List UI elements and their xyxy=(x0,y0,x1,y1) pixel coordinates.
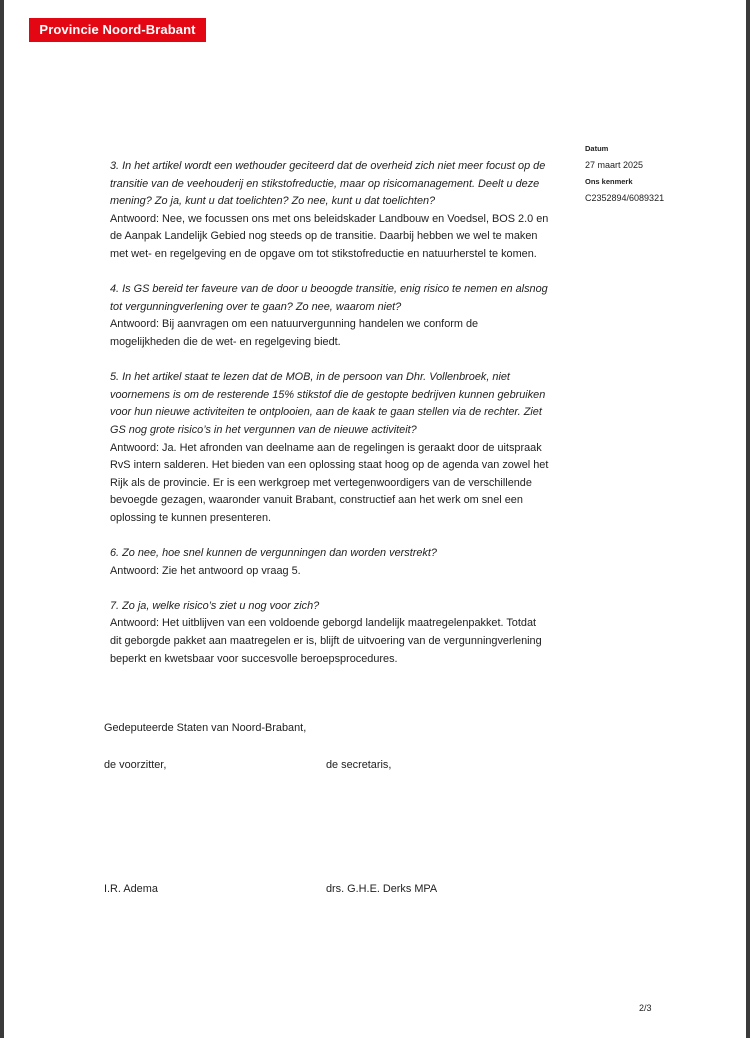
secretary-name: drs. G.H.E. Derks MPA xyxy=(326,883,438,895)
question-text: 6. Zo nee, hoe snel kunnen de vergunningen dan worden verstrekt? xyxy=(110,547,437,560)
qa-block xyxy=(110,598,550,668)
answer-text: Antwoord: Zie het antwoord op vraag 5. xyxy=(110,564,301,577)
qa-block xyxy=(110,158,550,264)
datum-value: 27 maart 2025 xyxy=(585,160,644,170)
question-text: 7. Zo ja, welke risico’s ziet u nog voor zich? xyxy=(110,599,320,612)
kenmerk-label: Ons kenmerk xyxy=(585,177,633,186)
question-text: 3. In het artikel wordt een wethouder geciteerd dat de overheid zich niet meer focust op de transitie van de veehouderij en stikstofreductie, maar op risicomanagement. Deelt u deze mening? Zo ja, kunt u dat toelichten? Zo nee, kunt u dat toelichten? xyxy=(110,160,546,208)
secretary-role: de secretaris, xyxy=(326,759,392,771)
province-logo: Provincie Noord-Brabant xyxy=(29,18,206,42)
question-text: 4. Is GS bereid ter faveure van de door u beoogde transitie, enig risico te nemen en alsnog tot vergunningverlening over te gaan? Zo nee, waarom niet? xyxy=(110,283,548,313)
answer-text: Antwoord: Het uitblijven van een voldoende geborgd landelijk maatregelenpakket. Totdat dit geborgde pakket aan maatregelen er is, blijft de uitvoering van de vergunningverlening beperkt en kwetsbaar voor succesvolle beroepsprocedures. xyxy=(110,617,542,665)
chair-role: de voorzitter, xyxy=(104,759,167,771)
closing-line: Gedeputeerde Staten van Noord-Brabant, xyxy=(104,722,307,734)
qa-block xyxy=(110,545,550,580)
qa-block xyxy=(110,281,550,351)
letter-metadata xyxy=(585,144,664,203)
right-edge-shadow xyxy=(746,0,750,1038)
question-text: 5. In het artikel staat te lezen dat de MOB, in de persoon van Dhr. Vollenbroek, niet voornemens is om de resterende 15% stikstof die de gestopte bedrijven kunnen gebruiken voor hun nieuwe activiteiten te ontplooien, aan de kaak te gaan stellen via de rechter. Ziet GS nog grote risico’s in het vergunnen van de nieuwe activiteit? xyxy=(110,371,546,436)
left-edge-shadow xyxy=(0,0,4,1038)
answer-text: Antwoord: Nee, we focussen ons met ons beleidskader Landbouw en Voedsel, BOS 2.0 en de Aanpak Landelijk Gebied nog steeds op de transitie. Daarbij hebben we wel te maken met wet- en regelgeving en de opgave om tot stikstofreductie en natuurherstel te komen. xyxy=(110,212,549,260)
kenmerk-value: C2352894/6089321 xyxy=(585,193,665,203)
letter-body xyxy=(110,158,550,686)
page-number: 2/3 xyxy=(639,1003,652,1013)
answer-text: Antwoord: Ja. Het afronden van deelname aan de regelingen is geraakt door de uitspraak RvS intern salderen. Het bieden van een oplossing staat hoog op de agenda van zowel het Rijk als de provincie. Er is een werkgroep met vertegenwoordigers van de verschillende bevoegde gezagen, waaronder vanuit Brabant, constructief aan het werk om snel een oplossing te kunnen presenteren. xyxy=(110,441,549,524)
answer-text: Antwoord: Bij aanvragen om een natuurvergunning handelen we conform de mogelijkheden die de wet- en regelgeving biedt. xyxy=(110,318,479,348)
chair-name: I.R. Adema xyxy=(104,883,158,895)
qa-block xyxy=(110,369,550,527)
datum-label: Datum xyxy=(585,144,609,153)
